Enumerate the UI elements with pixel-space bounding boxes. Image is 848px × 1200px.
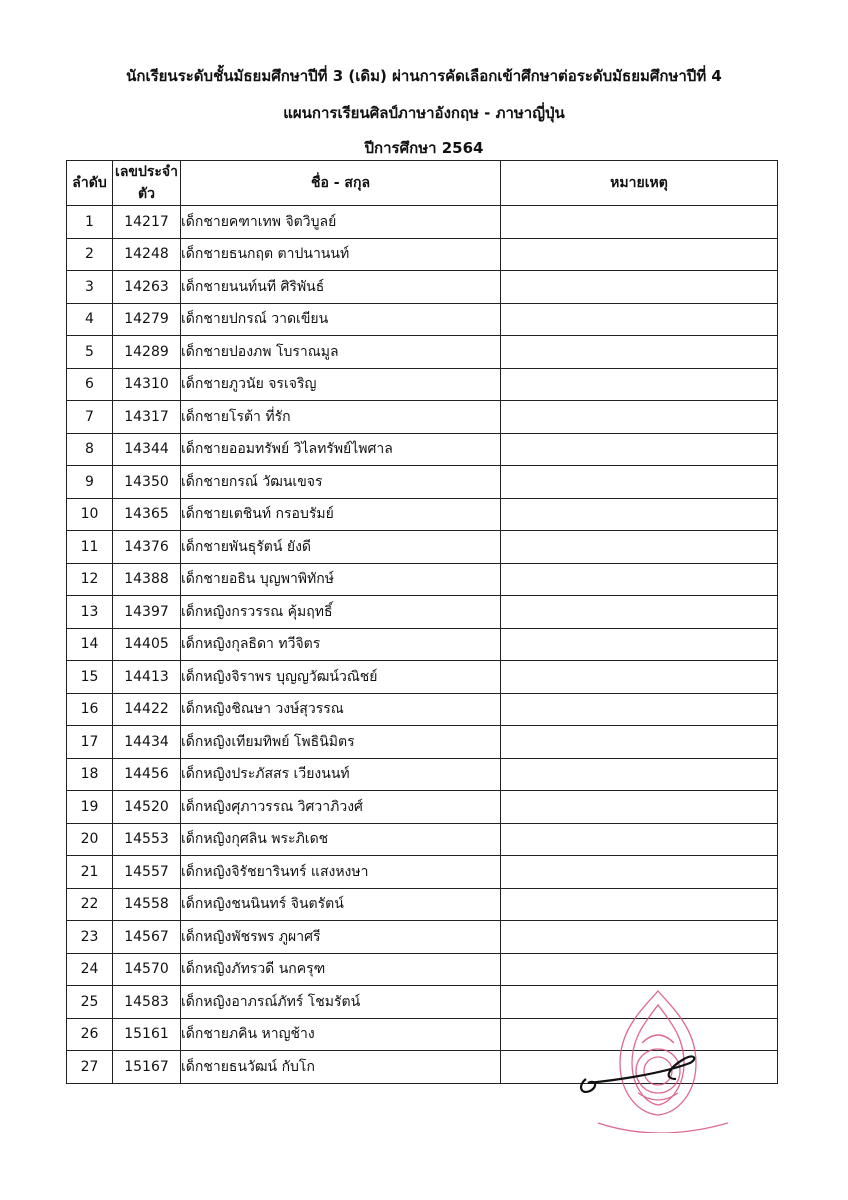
table-row — [67, 726, 778, 759]
row-remarks — [501, 921, 778, 954]
row-student-name: เด็กชายธนกฤต ตาปนานนท์ — [181, 238, 501, 271]
row-order: 6 — [67, 368, 113, 401]
row-student-name: เด็กชายคฑาเทพ จิตวิบูลย์ — [181, 206, 501, 239]
document-title: นักเรียนระดับชั้นมัธยมศึกษาปีที่ 3 (เดิม) ผ่านการคัดเลือกเข้าศึกษาต่อระดับมัธยมศึกษาปีที่ 4 — [126, 67, 722, 85]
row-order: 19 — [67, 791, 113, 824]
table-row — [67, 596, 778, 629]
row-order: 17 — [67, 726, 113, 759]
table-row — [67, 791, 778, 824]
row-student-name: เด็กชายพันธุรัตน์ ยังดี — [181, 531, 501, 564]
school-seal-and-signature — [558, 983, 768, 1133]
row-student-id: 14248 — [113, 238, 181, 271]
row-order: 13 — [67, 596, 113, 629]
row-remarks — [501, 596, 778, 629]
row-order: 5 — [67, 336, 113, 369]
row-student-name: เด็กหญิงกุศลิน พระภิเดช — [181, 823, 501, 856]
academic-year-title: ปีการศึกษา 2564 — [364, 139, 484, 157]
row-student-name: เด็กชายภูวนัย จรเจริญ — [181, 368, 501, 401]
table-row — [67, 823, 778, 856]
row-student-id: 14388 — [113, 563, 181, 596]
row-student-name: เด็กชายปกรณ์ วาดเขียน — [181, 303, 501, 336]
row-order: 3 — [67, 271, 113, 304]
row-remarks — [501, 433, 778, 466]
row-student-name: เด็กหญิงประภัสสร เวียงนนท์ — [181, 758, 501, 791]
row-order: 14 — [67, 628, 113, 661]
row-order: 22 — [67, 888, 113, 921]
table-row — [67, 563, 778, 596]
row-remarks — [501, 726, 778, 759]
row-remarks — [501, 531, 778, 564]
row-order: 12 — [67, 563, 113, 596]
row-order: 16 — [67, 693, 113, 726]
table-row — [67, 401, 778, 434]
row-student-name: เด็กหญิงอาภรณ์ภัทร์ โชมรัตน์ — [181, 986, 501, 1019]
column-header-remarks: หมายเหตุ — [501, 161, 778, 206]
row-student-id: 14553 — [113, 823, 181, 856]
row-order: 18 — [67, 758, 113, 791]
row-remarks — [501, 271, 778, 304]
table-row — [67, 661, 778, 694]
row-student-id: 14289 — [113, 336, 181, 369]
row-student-id: 14350 — [113, 466, 181, 499]
table-row — [67, 758, 778, 791]
table-row — [67, 953, 778, 986]
row-order: 23 — [67, 921, 113, 954]
row-student-name: เด็กชายออมทรัพย์ วิไลทรัพย์ไพศาล — [181, 433, 501, 466]
row-student-id: 15161 — [113, 1018, 181, 1051]
row-student-id: 15167 — [113, 1051, 181, 1084]
row-student-id: 14279 — [113, 303, 181, 336]
row-remarks — [501, 303, 778, 336]
row-remarks — [501, 498, 778, 531]
table-row — [67, 531, 778, 564]
row-student-name: เด็กหญิงภัทรวดี นกครุฑ — [181, 953, 501, 986]
table-row — [67, 856, 778, 889]
row-remarks — [501, 758, 778, 791]
row-remarks — [501, 466, 778, 499]
row-student-name: เด็กหญิงชิณษา วงษ์สุวรรณ — [181, 693, 501, 726]
row-student-name: เด็กชายอธิน บุญพาพิทักษ์ — [181, 563, 501, 596]
row-student-id: 14344 — [113, 433, 181, 466]
row-student-name: เด็กชายปองภพ โบราณมูล — [181, 336, 501, 369]
row-order: 27 — [67, 1051, 113, 1084]
row-order: 1 — [67, 206, 113, 239]
table-body — [67, 206, 778, 1084]
row-order: 9 — [67, 466, 113, 499]
row-order: 10 — [67, 498, 113, 531]
table-row — [67, 466, 778, 499]
table-row — [67, 693, 778, 726]
row-student-name: เด็กหญิงกรวรรณ คุ้มฤทธิ์ — [181, 596, 501, 629]
student-table — [66, 160, 778, 1084]
table-row — [67, 238, 778, 271]
row-order: 21 — [67, 856, 113, 889]
table-header-row — [67, 161, 778, 206]
row-student-id: 14376 — [113, 531, 181, 564]
row-remarks — [501, 206, 778, 239]
row-order: 11 — [67, 531, 113, 564]
table-row — [67, 271, 778, 304]
row-student-name: เด็กหญิงพัชรพร ภูผาศรี — [181, 921, 501, 954]
row-remarks — [501, 368, 778, 401]
row-student-name: เด็กชายธนวัฒน์ กับโก — [181, 1051, 501, 1084]
row-student-name: เด็กหญิงชนนินทร์ จินตรัตน์ — [181, 888, 501, 921]
row-order: 25 — [67, 986, 113, 1019]
row-remarks — [501, 563, 778, 596]
row-remarks — [501, 791, 778, 824]
row-order: 8 — [67, 433, 113, 466]
table-row — [67, 206, 778, 239]
row-order: 7 — [67, 401, 113, 434]
row-student-name: เด็กหญิงจิรัชยารินทร์ แสงหงษา — [181, 856, 501, 889]
row-student-id: 14567 — [113, 921, 181, 954]
row-student-name: เด็กชายกรณ์ วัฒนเขจร — [181, 466, 501, 499]
table-row — [67, 433, 778, 466]
row-student-id: 14310 — [113, 368, 181, 401]
row-student-name: เด็กชายภคิน หาญช้าง — [181, 1018, 501, 1051]
row-remarks — [501, 888, 778, 921]
table-row — [67, 888, 778, 921]
row-student-id: 14397 — [113, 596, 181, 629]
row-student-id: 14365 — [113, 498, 181, 531]
row-student-id: 14405 — [113, 628, 181, 661]
column-header-student-id: เลขประจำตัว — [113, 161, 181, 206]
row-student-id: 14456 — [113, 758, 181, 791]
row-student-id: 14422 — [113, 693, 181, 726]
row-remarks — [501, 628, 778, 661]
row-student-id: 14434 — [113, 726, 181, 759]
row-order: 20 — [67, 823, 113, 856]
row-remarks — [501, 856, 778, 889]
row-student-name: เด็กชายโรต้า ที่รัก — [181, 401, 501, 434]
row-order: 26 — [67, 1018, 113, 1051]
row-student-name: เด็กหญิงจิราพร บุญญวัฒน์วณิชย์ — [181, 661, 501, 694]
row-remarks — [501, 238, 778, 271]
row-order: 24 — [67, 953, 113, 986]
row-student-id: 14317 — [113, 401, 181, 434]
row-student-id: 14557 — [113, 856, 181, 889]
row-student-id: 14583 — [113, 986, 181, 1019]
row-student-name: เด็กชายเตชินท์ กรอบรัมย์ — [181, 498, 501, 531]
row-remarks — [501, 401, 778, 434]
row-order: 4 — [67, 303, 113, 336]
table-row — [67, 368, 778, 401]
row-order: 2 — [67, 238, 113, 271]
row-student-id: 14217 — [113, 206, 181, 239]
row-remarks — [501, 661, 778, 694]
row-student-id: 14520 — [113, 791, 181, 824]
row-student-id: 14558 — [113, 888, 181, 921]
row-student-name: เด็กหญิงศุภาวรรณ วิศวาภิวงศ์ — [181, 791, 501, 824]
table-row — [67, 336, 778, 369]
row-remarks — [501, 953, 778, 986]
table-row — [67, 303, 778, 336]
column-header-name: ชื่อ - สกุล — [181, 161, 501, 206]
row-student-id: 14263 — [113, 271, 181, 304]
table-row — [67, 498, 778, 531]
row-remarks — [501, 693, 778, 726]
row-student-id: 14413 — [113, 661, 181, 694]
row-order: 15 — [67, 661, 113, 694]
row-remarks — [501, 336, 778, 369]
table-row — [67, 628, 778, 661]
column-header-order: ลำดับ — [67, 161, 113, 206]
study-plan-title: แผนการเรียนศิลป์ภาษาอังกฤษ - ภาษาญี่ปุ่น — [283, 104, 565, 122]
row-student-name: เด็กหญิงเทียมทิพย์ โพธินิมิตร — [181, 726, 501, 759]
row-student-id: 14570 — [113, 953, 181, 986]
table-row — [67, 921, 778, 954]
row-remarks — [501, 823, 778, 856]
row-student-name: เด็กหญิงกุลธิดา ทวีจิตร — [181, 628, 501, 661]
row-student-name: เด็กชายนนท์นที ศิริพันธ์ — [181, 271, 501, 304]
